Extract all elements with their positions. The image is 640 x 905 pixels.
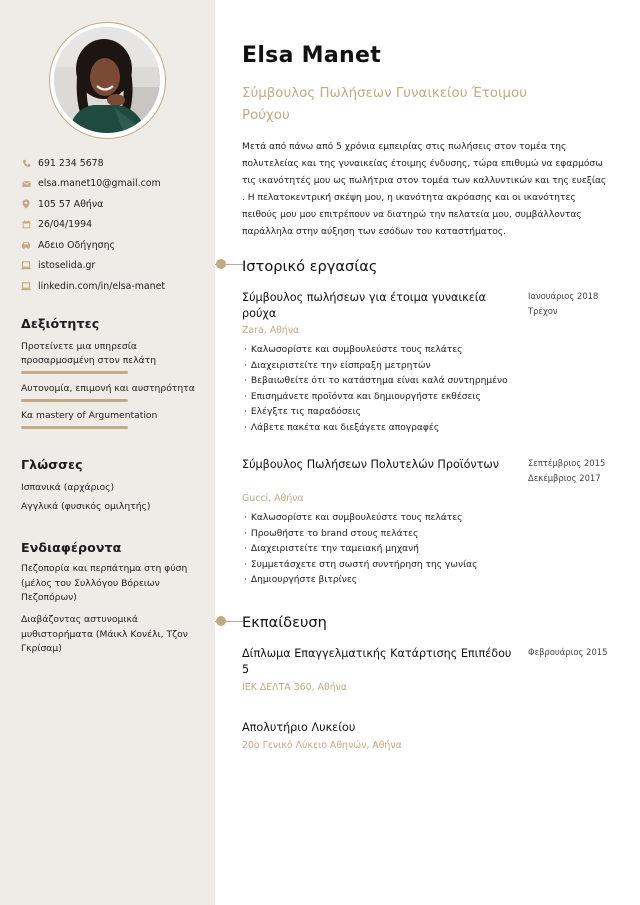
birthdate-text: 26/04/1994 [38, 219, 93, 231]
laptop-icon [21, 281, 31, 291]
list-item: · Διαχειριστείτε την ταμειακή μηχανή [244, 542, 544, 558]
education-heading: Εκπαίδευση [242, 614, 327, 631]
job-company: Zara, Αθήνα [242, 325, 300, 336]
education-school: ΙΕΚ ΔΕΛΤΑ 360, Αθήνα [242, 682, 348, 693]
languages-heading: Γλώσσες [21, 457, 83, 472]
skill-item: Προτείνετε μια υπηρεσία προσαρμοσμένη στον πελάτη [21, 341, 157, 366]
job-date-end: Δεκέμβριος 2017 [528, 473, 601, 483]
person-name: Elsa Manet [242, 43, 382, 68]
section-marker-dot [216, 259, 226, 269]
list-item: · Συμμετάσχετε στη σωστή συντήρηση της γωνίας [244, 558, 544, 574]
skill-level-bar [21, 426, 128, 429]
contact-birthdate [21, 215, 206, 236]
location-pin-icon [21, 199, 31, 209]
interest-item: Διαβάζοντας αστυνομικά μυθιστορήματα (Μάικλ Κονέλι, Τζον Γκρίσαμ) [21, 614, 188, 655]
phone-icon [21, 158, 31, 168]
list-item: · Καλωσορίστε και συμβουλεύστε τους πελάτες [244, 511, 544, 527]
address-text: 105 57 Αθήνα [38, 198, 104, 210]
skill-level-bar [21, 371, 128, 374]
language-item: Ισπανικά (αρχάριος) [21, 482, 115, 493]
profile-photo-frame [49, 22, 166, 139]
linkedin-text[interactable]: linkedin.com/in/elsa-manet [38, 280, 166, 292]
contact-address [21, 194, 206, 215]
phone-text: 691 234 5678 [38, 157, 104, 169]
experience-heading: Ιστορικό εργασίας [242, 258, 378, 275]
list-item: · Διαχειριστείτε την είσπραξη μετρητών [244, 359, 544, 375]
contact-email [21, 174, 206, 195]
list-item: · Επισημάνετε προϊόντα και δημιουργήστε εκθέσεις [244, 390, 544, 406]
contact-linkedin [21, 276, 206, 297]
education-school: 20ο Γενικό Λύκειο Αθηνών, Αθήνα [242, 740, 402, 751]
interest-item: Πεζοπορία και περπάτημα στη φύση (μέλος του Συλλόγου Βόρειων Πεζοπόρων) [21, 563, 188, 604]
education-title: Δίπλωμα Επαγγελματικής Κατάρτισης Επιπέδου 5 [242, 647, 512, 676]
skill-item: Κα mastery of Argumentation [21, 410, 158, 421]
profile-photo [54, 27, 160, 133]
contact-website [21, 256, 206, 277]
contact-list [21, 153, 206, 297]
job-duties-list [244, 343, 544, 436]
job-date-end: Τρέχον [528, 306, 558, 316]
email-text: elsa.manet10@gmail.com [38, 178, 161, 190]
job-date-start: Σεπτέμβριος 2015 [528, 458, 606, 468]
contact-phone [21, 153, 206, 174]
job-duties-list [244, 511, 544, 589]
education-title: Απολυτήριο Λυκείου [242, 721, 356, 734]
education-date: Φεβρουάριος 2015 [528, 647, 608, 657]
contact-license [21, 235, 206, 256]
laptop-icon [21, 261, 31, 271]
job-title-heading: Σύμβουλος Πωλήσεων Γυναικείου Έτοιμου Ρούχου [242, 86, 527, 123]
job-date-start: Ιανουάριος 2018 [528, 291, 599, 301]
section-marker-dot [216, 616, 226, 626]
website-text[interactable]: istoselida.gr [38, 260, 96, 272]
job-position-title: Σύμβουλος Πωλήσεων Πολυτελών Προϊόντων [242, 458, 500, 471]
skill-level-bar [21, 399, 128, 402]
list-item: · Δημιουργήστε βιτρίνες [244, 573, 544, 589]
skill-item: Αυτονομία, επιμονή και αυστηρότητα [21, 383, 195, 394]
list-item: · Καλωσορίστε και συμβουλεύστε τους πελάτες [244, 343, 544, 359]
license-text: Αδειο Οδήγησης [38, 239, 116, 251]
job-company: Gucci, Αθήνα [242, 493, 304, 504]
list-item: · Προωθήστε το brand στους πελάτες [244, 527, 544, 543]
car-icon [21, 240, 31, 250]
calendar-icon [21, 220, 31, 230]
interests-heading: Ενδιαφέροντα [21, 540, 122, 555]
profile-summary: Μετά από πάνω από 5 χρόνια εμπειρίας στις πωλήσεις στον τομέα της πολυτελείας και της γυναικείας έτοιμης ένδυσης, τώρα επιθυμώ να εφαρμόσω τις ικανότητές μου ως πωλήτρια στον τομέα των καλλυντικών και της ευεξίας . Η πελατοκεντρική σκέψη μου, η ικανότητα ακρόασης και οι ικανότητες πειθούς μου μου επιτρέπουν να διατηρώ την πελατεία μου, συμβάλλοντας παράλληλα στην αύξηση των εσόδων του καταστήματος. [242, 142, 607, 237]
list-item: · Λάβετε πακέτα και διεξάγετε απογραφές [244, 421, 544, 437]
skills-heading: Δεξιότητες [21, 316, 100, 331]
envelope-icon [21, 179, 31, 189]
list-item: · Ελέγξτε τις παραδόσεις [244, 405, 544, 421]
language-item: Αγγλικά (φυσικός ομιλητής) [21, 501, 151, 512]
list-item: · Βεβαιωθείτε ότι το κατάστημα είναι καλά συντηρημένο [244, 374, 544, 390]
job-position-title: Σύμβουλος πωλήσεων για έτοιμα γυναικεία ρούχα [242, 291, 486, 320]
